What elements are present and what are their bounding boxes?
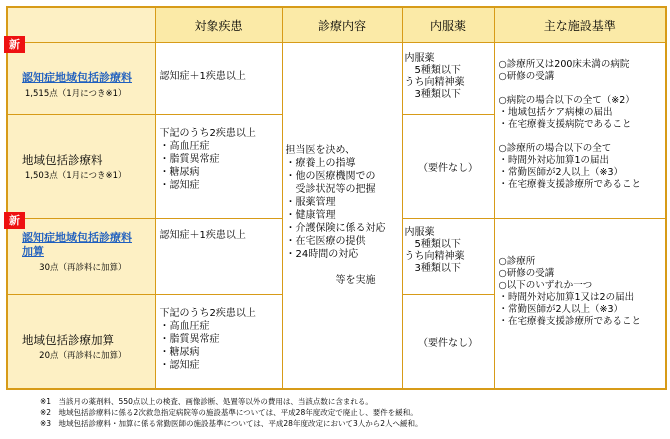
disease-cell xyxy=(155,43,282,115)
row-points: 1,515点（1月につき※1） xyxy=(24,89,127,99)
treatment-cell xyxy=(282,43,402,389)
standards-text-top: ○診療所又は200床未満の病院 ○研修の受講 ○病院の場合以下の全て（※2） ・地域包括ケア病棟の届出 ・在宅療養支援病院であること ○診療所の場合以下の全て ・時間外対応加算1の届出 ・常勤医師が2人以上（※3） ・在宅療養支援診療所であること xyxy=(498,59,642,190)
row-points: 20点（再診料に加算） xyxy=(39,351,127,361)
medicine-text: （要件なし） xyxy=(418,163,478,174)
medicine-text: 内服薬 5種類以下 うち向精神薬 3種類以下 xyxy=(404,227,465,274)
disease-text: 下記のうち2疾患以上 ・高血圧症 ・脂質異常症 ・糖尿病 ・認知症 xyxy=(159,128,256,191)
footnote-3: ※3 地域包括診療料・加算に係る常勤医師の施設基準については、平成28年度改定において3人から2人へ緩和。 xyxy=(40,419,423,428)
row-points: 30点（再診料に加算） xyxy=(39,263,127,273)
disease-text: 認知症＋1疾患以上 xyxy=(159,230,246,241)
row-points: 1,503点（1月につき※1） xyxy=(24,171,127,181)
disease-text: 下記のうち2疾患以上 ・高血圧症 ・脂質異常症 ・糖尿病 ・認知症 xyxy=(159,308,256,371)
row-title: 地域包括診療料 xyxy=(22,153,103,167)
standards-cell-bottom xyxy=(494,219,666,389)
footnote-2: ※2 地域包括診療料に係る2次救急指定病院等の施設基準については、平成28年度改定で廃止し、要件を緩和。 xyxy=(40,408,418,417)
new-badge: 新 xyxy=(4,212,25,229)
header-treatment: 診療内容 xyxy=(282,7,402,43)
footnote-1: ※1 当該月の薬剤料、550点以上の検査、画像診断、処置等以外の費用は、当該点数に含まれる。 xyxy=(40,397,373,406)
row-title: 地域包括診療加算 xyxy=(22,333,114,347)
header-blank xyxy=(7,7,155,43)
medicine-cell xyxy=(402,219,494,295)
row-dementia-fee xyxy=(7,38,155,115)
row-community-addition xyxy=(7,295,155,389)
medicine-text: （要件なし） xyxy=(418,337,478,349)
medicine-cell xyxy=(402,43,494,115)
fee-table xyxy=(6,6,667,390)
new-badge: 新 xyxy=(4,36,25,53)
standards-cell-top xyxy=(494,43,666,219)
footnotes xyxy=(40,396,660,429)
disease-cell xyxy=(155,115,282,219)
header-disease: 対象疾患 xyxy=(155,7,282,43)
row-title-link[interactable]: 認知症地域包括診療料 加算 xyxy=(22,231,132,258)
medicine-cell xyxy=(402,115,494,219)
row-community-fee xyxy=(7,115,155,219)
fee-comparison-table xyxy=(6,6,665,386)
medicine-cell xyxy=(402,295,494,389)
header-standards: 主な施設基準 xyxy=(494,7,666,43)
row-dementia-addition xyxy=(7,214,155,295)
disease-text: 認知症＋1疾患以上 xyxy=(159,71,246,82)
medicine-text: 内服薬 5種類以下 うち向精神薬 3種類以下 xyxy=(404,53,465,100)
standards-text-bottom: ○診療所 ○研修の受講 ○以下のいずれか一つ ・時間外対応加算1又は2の届出 ・常勤医師が2人以上（※3） ・在宅療養支援診療所であること xyxy=(498,256,642,327)
disease-cell xyxy=(155,219,282,295)
disease-cell xyxy=(155,295,282,389)
treatment-text: 担当医を決め、 ・療養上の指導 ・他の医療機関での 受診状況等の把握 ・服薬管理 ・健康管理 ・介護保険に係る対応 ・在宅医療の提供 ・24時間の対応 等を実施 xyxy=(285,144,386,286)
row-title-link[interactable]: 認知症地域包括診療料 xyxy=(22,71,132,84)
header-medicine: 内服薬 xyxy=(402,7,494,43)
